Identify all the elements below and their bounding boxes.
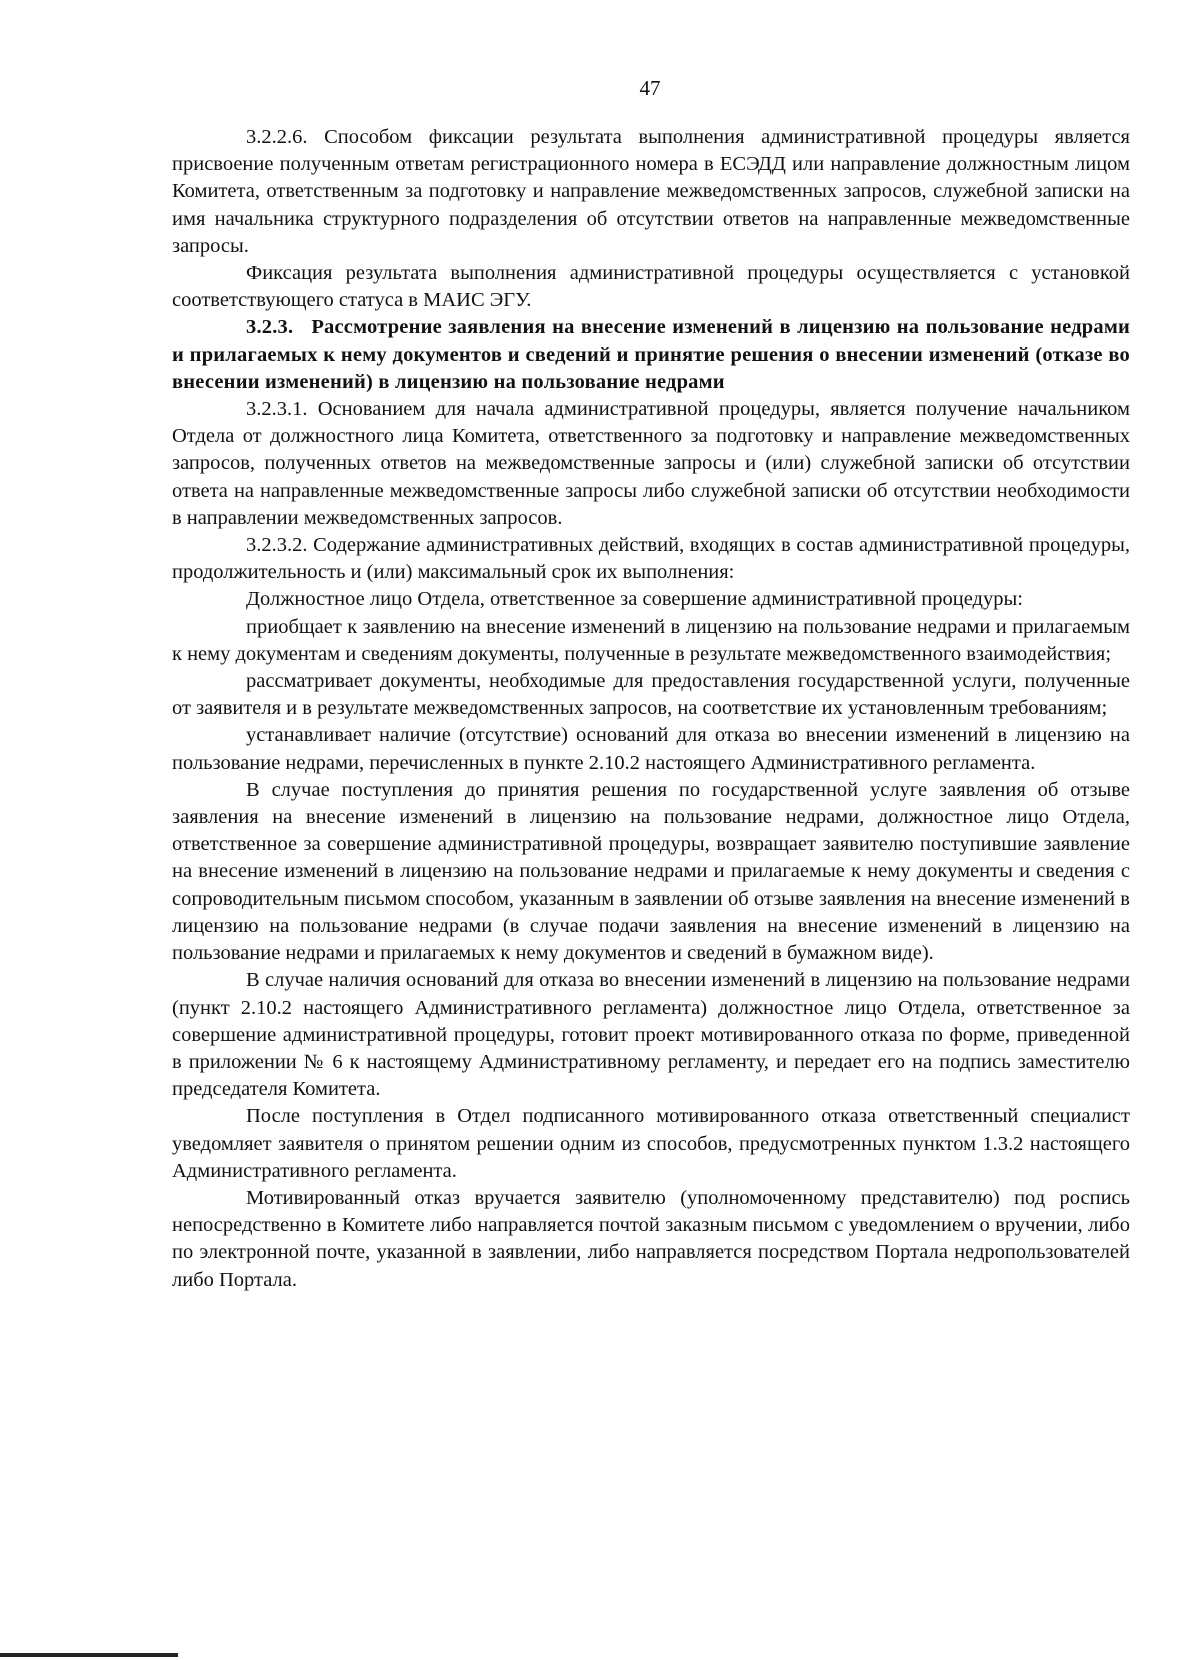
document-body <box>172 124 1130 1294</box>
paragraph-reviews: рассматривает документы, необходимые для предоставления государственной услуги, полученные от заявителя и в результате межведомственных запросов, на соответствие их установленным требованиям; <box>172 670 1130 720</box>
section-number: 3.2.3. <box>246 316 294 339</box>
paragraph-establishes: устанавливает наличие (отсутствие) оснований для отказа во внесении изменений в лицензию на пользование недрами, перечисленных в пункте 2.10.2 настоящего Административного регламента. <box>172 724 1130 774</box>
paragraph-fixation: Фиксация результата выполнения административной процедуры осуществляется с установкой соответствующего статуса в МАИС ЭГУ. <box>172 262 1130 312</box>
paragraph-attaches: приобщает к заявлению на внесение изменений в лицензию на пользование недрами и прилагаемым к нему документам и сведениям документы, полученные в результате межведомственного взаимодействия; <box>172 615 1130 665</box>
paragraph-withdrawal: В случае поступления до принятия решения по государственной услуге заявления об отзыве заявления на внесение изменений в лицензию на пользование недрами, должностное лицо Отдела, ответственное за совершение административной процедуры, возвращает заявителю поступившие заявление на внесение изменений в лицензию на пользование недрами и прилагаемые к нему документы и сведения с сопроводительным письмом способом, указанным в заявлении об отзыве заявления на внесение изменений в лицензию на пользование недрами (в случае подачи заявления на внесение изменений в лицензию на пользование недрами и прилагаемых к нему документов и сведений в бумажном виде). <box>172 778 1130 965</box>
paragraph-3-2-3-1: 3.2.3.1. Основанием для начала административной процедуры, является получение начальником Отдела от должностного лица Комитета, ответственного за подготовку и направление межведомственных запросов, полученных ответов на межведомственные запросы и (или) служебной записки об отсутствии ответа на направленные межведомственные запросы либо служебной записки об отсутствии необходимости в направлении межведомственных запросов. <box>172 398 1130 529</box>
paragraph-3-2-3-2: 3.2.3.2. Содержание административных действий, входящих в состав административной процедуры, продолжительность и (или) максимальный срок их выполнения: <box>172 534 1130 584</box>
section-heading-3-2-3 <box>172 314 1130 396</box>
section-title: Рассмотрение заявления на внесение изменений в лицензию на пользование недрами и прилагаемых к нему документов и сведений и принятие решения о внесении изменений (отказе во внесении изменений) в лицензию на пользование недрами <box>172 316 1130 393</box>
page-number: 47 <box>639 76 661 100</box>
paragraph-notification: После поступления в Отдел подписанного мотивированного отказа ответственный специалист уведомляет заявителя о принятом решении одним из способов, предусмотренных пунктом 1.3.2 настоящего Административного регламента. <box>172 1105 1130 1182</box>
paragraph-delivery: Мотивированный отказ вручается заявителю (уполномоченному представителю) под роспись непосредственно в Комитете либо направляется почтой заказным письмом с уведомлением о вручении, либо по электронной почте, указанной в заявлении, либо направляется посредством Портала недропользователей либо Портала. <box>172 1186 1130 1291</box>
paragraph-official: Должностное лицо Отдела, ответственное за совершение административной процедуры: <box>246 588 1023 611</box>
paragraph-refusal-grounds: В случае наличия оснований для отказа во внесении изменений в лицензию на пользование недрами (пункт 2.10.2 настоящего Административного регламента) должностное лицо Отдела, ответственное за совершение административной процедуры, готовит проект мотивированного отказа по форме, приведенной в приложении № 6 к настоящему Административному регламенту, и передает его на подпись заместителю председателя Комитета. <box>172 969 1130 1101</box>
paragraph-3-2-2-6: 3.2.2.6. Способом фиксации результата выполнения административной процедуры является присвоение полученным ответам регистрационного номера в ЕСЭДД или направление должностным лицом Комитета, ответственным за подготовку и направление межведомственных запросов, служебной записки на имя начальника структурного подразделения об отсутствии ответов на направленные межведомственные запросы. <box>172 126 1130 257</box>
footer-rule <box>0 1653 178 1657</box>
